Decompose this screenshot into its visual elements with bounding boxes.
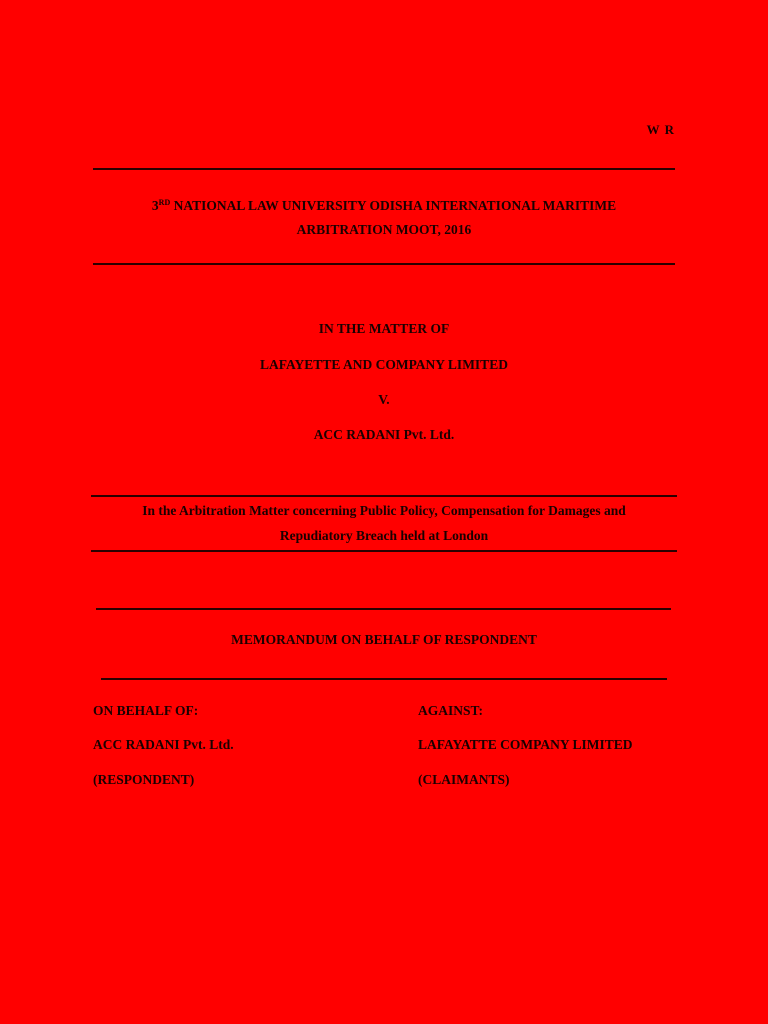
document-code: W R [646, 122, 675, 137]
against-name: LAFAYATTE COMPANY LIMITED [418, 737, 633, 752]
arbitration-subject [93, 498, 675, 548]
against-role: (CLAIMANTS) [418, 772, 510, 787]
competition-title-line2: ARBITRATION MOOT, 2016 [296, 222, 472, 237]
competition-title-text: NATIONAL LAW UNIVERSITY ODISHA INTERNATIONAL MARITIME [170, 198, 617, 213]
ordinal-suffix: RD [158, 198, 171, 207]
competition-title [93, 191, 675, 242]
competition-title-line1 [93, 191, 675, 218]
on-behalf-name: ACC RADANI Pvt. Ltd. [93, 737, 234, 752]
versus-label: V. [378, 392, 390, 407]
ordinal-number: 3 [151, 198, 159, 213]
divider-memo-bottom [101, 678, 667, 680]
against-label: AGAINST: [418, 703, 484, 718]
memorandum-title: MEMORANDUM ON BEHALF OF RESPONDENT [231, 632, 537, 647]
divider-after-title [93, 263, 675, 265]
claimant-name: LAFAYETTE AND COMPANY LIMITED [260, 357, 508, 372]
subject-line1: In the Arbitration Matter concerning Public Policy, Compensation for Damages and [142, 503, 626, 518]
divider-top [93, 168, 675, 170]
divider-memo-top [96, 608, 671, 610]
respondent-name: ACC RADANI Pvt. Ltd. [313, 427, 455, 442]
on-behalf-label: ON BEHALF OF: [93, 703, 199, 718]
divider-subject-top [91, 495, 677, 497]
divider-subject-bottom [91, 550, 677, 552]
subject-line2: Repudiatory Breach held at London [279, 528, 489, 543]
matter-heading: IN THE MATTER OF [318, 321, 450, 336]
on-behalf-role: (RESPONDENT) [93, 772, 195, 787]
